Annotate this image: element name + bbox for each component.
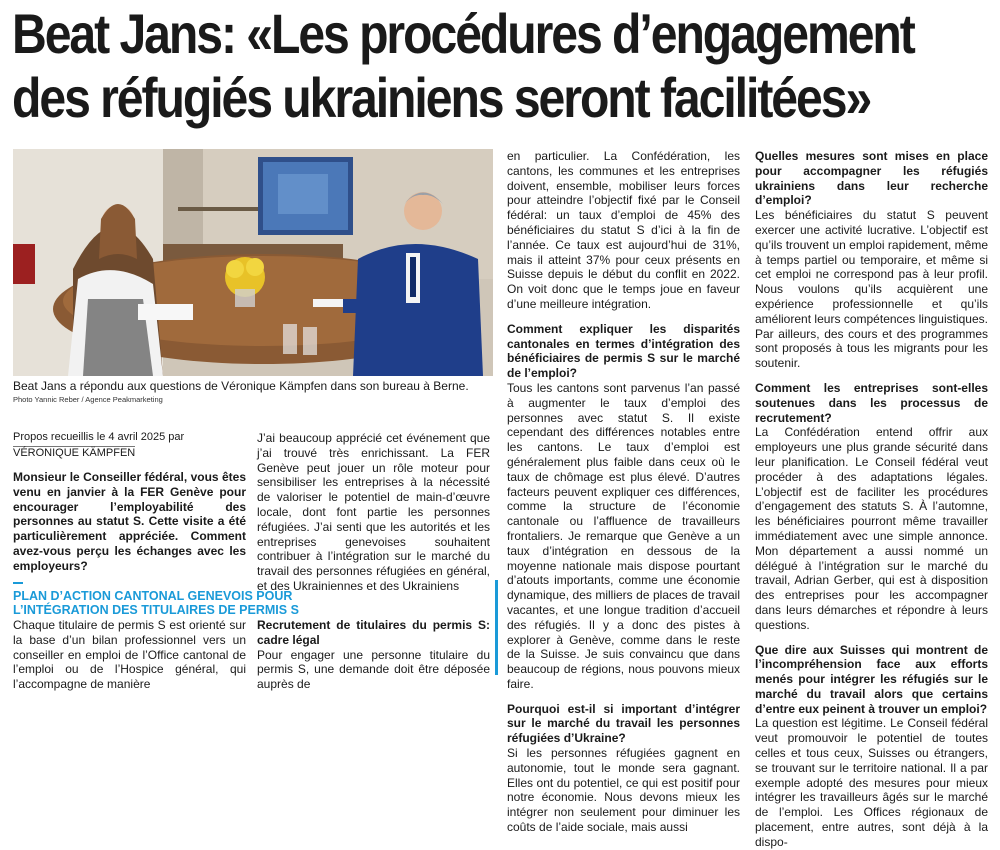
column-3-accent-line xyxy=(495,580,498,675)
column-3 xyxy=(507,149,740,835)
answer-4: Les bénéficiaires du statut S peuvent exercer une activité lucrative. L’objectif est qu’ils trouvent un emploi rapidement, même à temps partiel ou temporaire, et même si cet emploi ne correspond pas à leur profil. Nous voulons qu’ils acquièrent une expérience professionnelle et qu’ils améliorent leurs compétences linguistiques. Par ailleurs, des cours et des programmes sont proposés à tous les migrants pour les soutenir. xyxy=(755,208,988,371)
office-scene-illustration xyxy=(13,149,493,376)
question-1: Monsieur le Conseiller fédéral, vous êtes venu en janvier à la FER Genève pour encourager l’employabilité des personnes au statut S. Cette visite a été particulièrement appréciée. Comment avez-vous perçu les échanges avec les employeurs? xyxy=(13,470,246,573)
byline xyxy=(13,431,184,460)
headline-line-2: des réfugiés ukrainiens seront facilitées» xyxy=(12,66,871,129)
box-right-text: Pour engager une personne titulaire du permis S, une demande doit être déposée auprès de xyxy=(257,647,490,692)
box-title: PLAN D’ACTION CANTONAL GENEVOIS POUR L’INTÉGRATION DES TITULAIRES DE PERMIS S xyxy=(13,589,299,617)
photo-credit: Photo Yannic Reber / Agence Peakmarketing xyxy=(13,395,163,404)
answer-1-continued: en particulier. La Confédération, les cantons, les communes et les entreprises doivent, ensemble, mobiliser leurs forces pour atteindre l’objectif fixé par le Conseil fédéral: un taux d’emploi de 45% des bénéficiaires du statut S d’ici à la fin de l’année. Ce taux est aujourd’hui de 31%, mais il atteint 37% pour ceux présents en Suisse depuis le début du conflit en 2022. On voit donc que le temps joue en faveur d’une meilleure intégration. xyxy=(507,149,740,311)
question-5: Comment les entreprises sont-elles soutenues dans les processus de recrutement? xyxy=(755,380,988,425)
answer-5: La Confédération entend offrir aux employeurs une plus grande sécurité dans leur planification. Le Conseil fédéral veut procéder à des adaptations légales. L’objectif est de faciliter les procédures d’engagement des statuts S. À l’automne, les bénéficiaires pourront même travailler immédiatement avec une simple annonce. Mon département a aussi nommé un délégué à l’intégration sur le marché du travail, Adrian Gerber, qui est à disposition des entreprises pour les accompagner dans leurs démarches et répondre à leurs questions. xyxy=(755,425,988,632)
headline-line-1: Beat Jans: «Les procédures d’engagement xyxy=(12,2,914,65)
column-4 xyxy=(755,149,988,850)
interview-photo xyxy=(13,149,493,376)
byline-author: VÉRONIQUE KÄMPFEN xyxy=(13,447,136,459)
box-accent-bar xyxy=(13,582,23,584)
question-4: Quelles mesures sont mises en place pour accompagner les réfugiés ukrainiens dans leur recherche d’emploi? xyxy=(755,149,988,208)
box-right-column xyxy=(257,618,490,692)
photo-caption: Beat Jans a répondu aux questions de Véronique Kämpfen dans son bureau à Berne. xyxy=(13,379,469,393)
answer-2: Tous les cantons sont parvenus l’an passé à augmenter le taux d’emploi des personnes avec statut S. Il existe cependant des différences notables entre les cantons. Le taux d’emploi est généralement plus faible dans ceux où le taux de chômage est plus élevé. D’autres facteurs peuvent expliquer ces différences, comme la structure de l’économie cantonale ou l’affluence de travailleurs frontaliers. Je remarque que Genève a un taux d’intégration en dessous de la moyenne nationale mais dispose pourtant d’atouts importants, comme une économie dynamique, des milliers de places de travail vacantes, et une longue tradition d’accueil des réfugiés. Il y a donc des pistes à explorer à Genève, comme dans le reste de la Suisse. Je suis convaincu que dans beaucoup de régions, nous pouvons mieux faire. xyxy=(507,380,740,691)
box-left-text: Chaque titulaire de permis S est orienté sur la base d’un bilan professionnel vers un conseiller en emploi de l’Office cantonal de l’emploi ou de l’Hospice général, qui l’accompagne de manière xyxy=(13,618,246,692)
box-right-title: Recrutement de titulaires du permis S: cadre légal xyxy=(257,618,490,647)
question-3: Pourquoi est-il si important d’intégrer sur le marché du travail les personnes réfugiées d’Ukraine? xyxy=(507,701,740,746)
box-left-column xyxy=(13,618,246,692)
answer-6: La question est légitime. Le Conseil fédéral veut promouvoir le potentiel de toutes celles et tous ceux, Suisses ou étrangers, se trouvant sur le territoire national. Il a par exemple adopté des mesures pour mieux intégrer les travailleurs âgés sur le marché de l’emploi. Les Offices régionaux de placement, entre autres, sont déjà à la dispo- xyxy=(755,716,988,849)
question-6: Que dire aux Suisses qui montrent de l’incompréhension face aux efforts menés pour intégrer les réfugiés sur le marché du travail alors que certains d’entre eux peinent à trouver un emploi? xyxy=(755,642,988,716)
question-2: Comment expliquer les disparités cantonales en termes d’intégration des bénéficiaires de permis S sur le marché de l’emploi? xyxy=(507,321,740,381)
answer-3: Si les personnes réfugiées gagnent en autonomie, tout le monde sera gagnant. Elles ont du potentiel, ce qui est positif pour notre économie. Nous devons mieux les intégrer non seulement pour diminuer les coûts de l’aide sociale, mais aussi xyxy=(507,746,740,835)
column-1 xyxy=(13,470,246,574)
column-2 xyxy=(257,431,490,594)
headline xyxy=(12,2,997,130)
byline-intro: Propos recueillis le 4 avril 2025 par xyxy=(13,431,185,443)
answer-1: J’ai beaucoup apprécié cet événement que j’ai trouvé très enrichissant. La FER Genève peut jouer un rôle moteur pour sensibiliser les entreprises à la nécessité de valoriser le potentiel de main-d’œuvre locale, dont font partie les personnes réfugiées. J’ai senti que les autorités et les entreprises genevoises souhaitent contribuer à l’intégration sur le marché du travail des personnes réfugiées en général, et des Ukrainiennes et des Ukrainiens xyxy=(257,431,490,593)
